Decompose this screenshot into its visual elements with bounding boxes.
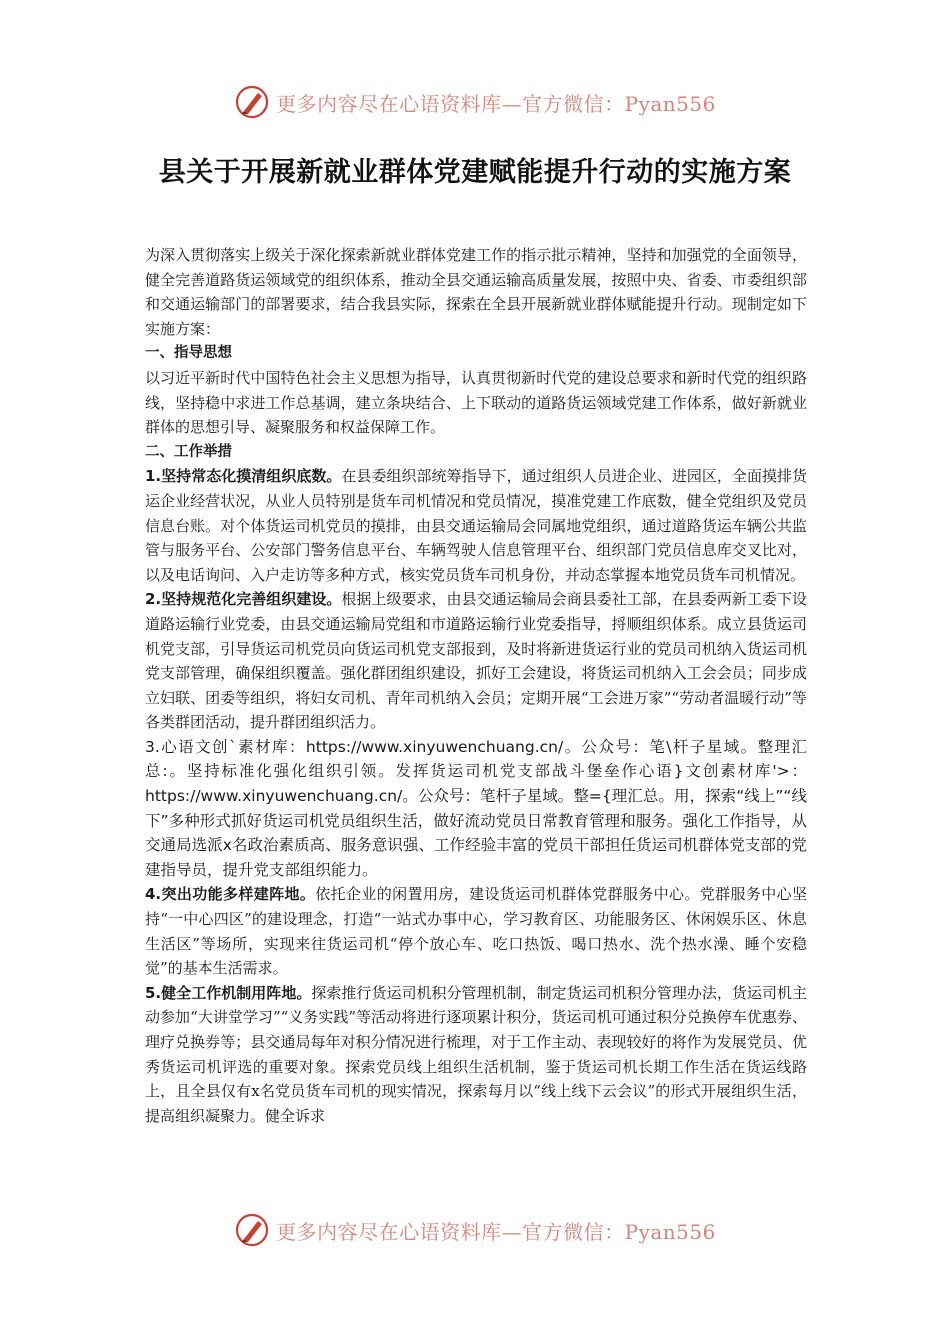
section-heading-guiding-ideology: 一、指导思想 (145, 345, 232, 362)
measure-item-5-text: 探索推行货运司机积分管理机制，制定货运司机积分管理办法，货运司机主动参加“大讲堂学习”“义务实践”等活动将进行逐项累计积分，货运司机可通过积分兑换停车优惠券、理疗兑换券等；县交通局每年对积分情况进行梳理，对于工作主动、表现较好的将作为发展党员、优秀货运司机评选的重要对象。探索党员线上组织生活机制，鉴于货运司机长期工作生活在货运线路上，且全县仅有x名党员货车司机的现实情况，探索每月以“线上线下云会议”的形式开展组织生活，提高组织凝聚力。健全诉求 (145, 983, 807, 1125)
measure-item-2-text: 根据上级要求，由县交通运输局会商县委社工部，在县委两新工委下设道路运输行业党委，由县交通运输局党组和市道路运输行业党委指导，捋顺组织体系。成立县货运司机党支部，引导货运司机党员向货运司机党支部报到，及时将新进货运行业的党员司机纳入货运司机党支部管理，确保组织覆盖。强化群团组织建设，抓好工会建设，将货运司机纳入工会会员；同步成立妇联、团委等组织，将妇女司机、青年司机纳入会员；定期开展“工会进万家”“劳动者温暖行动”等各类群团活动，提升群团组织活力。 (145, 590, 807, 732)
measure-item-4-lead: 4.突出功能多样建阵地。 (145, 885, 316, 904)
measure-item-1-text: 在县委组织部统筹指导下，通过组织人员进企业、进园区，全面摸排货运企业经营状况，从业人员特别是货车司机情况和党员情况，摸准党建工作底数，健全党组织及党员信息台账。对个体货运司机党员的摸排，由县交通运输局会同属地党组织，通过道路货运车辆公共监管与服务平台、公安部门警务信息平台、车辆驾驶人信息管理平台、组织部门党员信息库交叉比对，以及电话询问、入户走访等多种方式，核实党员货车司机身份，并动态掌握本地党员货车司机情况。 (145, 467, 807, 584)
intro-paragraph: 为深入贯彻落实上级关于深化探索新就业群体党建工作的指示批示精神，坚持和加强党的全面领导，健全完善道路货运领域党的组织体系，推动全县交通运输高质量发展，按照中央、省委、市委组织部和交通运输部门的部署要求，结合我县实际，探索在全县开展新就业群体赋能提升行动。现制定如下实施方案： (145, 246, 807, 338)
measure-item-2-lead: 2.坚持规范化完善组织建设。 (145, 590, 342, 609)
measure-item-5 (145, 981, 807, 1129)
measure-item-1-lead: 1.坚持常态化摸清组织底数。 (145, 467, 342, 486)
document-body (145, 243, 807, 1128)
banner-text: 更多内容尽在心语资料库—官方微信：Pyan556 (276, 1219, 716, 1244)
pen-logo-icon (234, 1212, 270, 1248)
guiding-ideology-paragraph: 以习近平新时代中国特色社会主义思想为指导，认真贯彻新时代党的建设总要求和新时代党的组织路线，坚持稳中求进工作总基调，建立条块结合、上下联动的道路货运领域党建工作体系，做好新就业群体的思想引导、凝聚服务和权益保障工作。 (145, 368, 807, 437)
measure-item-5-lead: 5.健全工作机制用阵地。 (145, 983, 312, 1002)
banner-text: 更多内容尽在心语资料库—官方微信：Pyan556 (276, 91, 716, 116)
measure-item-4 (145, 882, 807, 980)
pen-logo-icon (234, 84, 270, 120)
section-heading-work-measures: 二、工作举措 (145, 443, 232, 460)
measure-item-4-text: 依托企业的闲置用房，建设货运司机群体党群服务中心。党群服务中心坚持“一中心四区”的建设理念，打造“一站式办事中心，学习教育区、功能服务区、休闲娱乐区、休息生活区”等场所，实现来往货运司机“停个放心车、吃口热饭、喝口热水、洗个热水澡、睡个安稳觉”的基本生活需求。 (145, 885, 807, 978)
measure-item-2 (145, 587, 807, 735)
measure-item-1 (145, 464, 807, 587)
footer-watermark-banner (0, 1210, 950, 1250)
measure-item-3: 3.心语文创`素材库：https://www.xinyuwenchuang.cn/。公众号：笔\杆子星域。整理汇总:。坚持标准化强化组织引领。发挥货运司机党支部战斗堡垒作心语}文创素材库'>：https://www.xinyuwenchuang.cn/。公众号：笔杆子星域。整={理汇总。用，探索“线上”“线下”多种形式抓好货运司机党员组织生活，做好流动党员日常教育管理和服务。强化工作指导，从交通局选派x名政治素质高、服务意识强、工作经验丰富的党员干部担任货运司机群体党支部的党建指导员，提升党支部组织能力。 (145, 737, 807, 879)
header-watermark-banner (0, 82, 950, 122)
document-title: 县关于开展新就业群体党建赋能提升行动的实施方案 (158, 157, 792, 188)
